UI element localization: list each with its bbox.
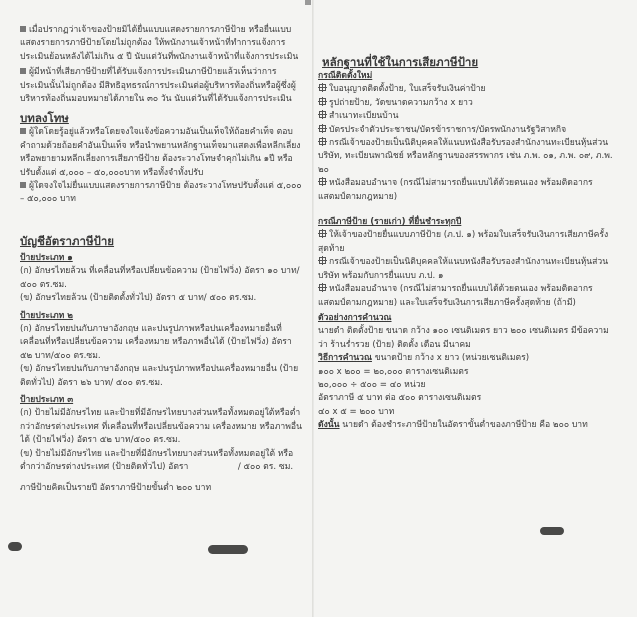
penalty-heading: บทลงโทษ [20, 111, 69, 126]
method-label: วิธีการคำนวณ [318, 353, 372, 364]
type3-b: (ข) ป้ายไม่มีอักษรไทย และป้ายที่มีอักษรไทยบางส่วนหรือทั้งหมดอยู่ใต้ หรือต่ำกว่าอักษรต่างประเทศ (ป้ายติดทั่วไป) อัตรา / ๕๐๐ ตร. ซม. [20, 448, 294, 472]
method-text: ขนาดป้าย กว้าง x ยาว (หน่วยเซนติเมตร) [374, 353, 530, 364]
type3-a: (ก) ป้ายไม่มีอักษรไทย และป้ายที่มีอักษรไทยบางส่วนหรือทั้งหมดอยู่ใต้หรือต่ำกว่าอักษรต่างประเทศ ที่เคลื่อนที่หรือเปลี่ยนข้อความ เครื่องหมาย หรือภาพอื่นได้ (ป้ายไฟวิ่ง) อัตรา ๕๒ บาท/๕๐๐ ตร.ซม. [20, 408, 302, 446]
type2-heading: ป้ายประเภท ๒ [20, 310, 73, 321]
fold-mark [305, 0, 311, 5]
new-doc-1: ใบอนุญาตติดตั้งป้าย, ใบเสร็จรับเงินค่าป้าย [318, 83, 618, 96]
type2-a: (ก) อักษรไทยปนกับภาษาอังกฤษ และปนรูปภาพหรือปนเครื่องหมายอื่นที่เคลื่อนที่หรือเปลี่ยนข้อความ เครื่องหมาย หรือภาพอื่นได้ (ป้ายไฟวิ่ง) อัตรา ๕๒ บาท/๕๐๐ ตร.ซม. [20, 323, 292, 361]
ink-blot [208, 545, 248, 554]
right-column [318, 0, 618, 617]
type1-heading: ป้ายประเภท ๑ [20, 252, 73, 263]
square-bullet-icon [20, 68, 26, 74]
result-label: ดังนั้น [318, 420, 340, 431]
left-column [20, 0, 302, 617]
checkbox-cross-icon [318, 177, 327, 186]
checkbox-cross-icon [318, 97, 327, 106]
new-doc-6: หนังสือมอบอำนาจ (กรณีไม่สามารถยื่นแบบได้ด้วยตนเอง พร้อมติดอากรแสตมป์ตามกฎหมาย) [318, 178, 593, 202]
rates-heading: บัญชีอัตราภาษีป้าย [20, 233, 115, 248]
example-heading: ตัวอย่างการคำนวณ [318, 312, 392, 323]
result-text: นายดำ ต้องชำระภาษีป้ายในอัตราขั้นต่ำของภาษีป้าย คือ ๒๐๐ บาท [342, 420, 588, 431]
penalty-paragraph-1: ผู้ใดโดยรู้อยู่แล้วหรือโดยจงใจแจ้งข้อความอันเป็นเท็จให้ถ้อยคำเท็จ ตอบคำถามด้วยถ้อยคำอันเป็นเท็จ หรือนำพยานหลักฐานเท็จมาแสดงเพื่อหลีกเลี่ยงหรือพยายามหลีกเลี่ยงการเสียภาษีป้าย ต้องระวางโทษจำคุกไม่เกิน ๑ปี หรือปรับตั้งแต่ ๕,๐๐๐ – ๕๐,๐๐๐บาท หรือทั้งจำทั้งปรับ [20, 127, 301, 178]
new-doc-3: สำเนาทะเบียนบ้าน [318, 110, 618, 123]
new-case-heading: กรณีติดตั้งใหม่ [318, 71, 373, 81]
penalty-paragraph-2: ผู้ใดจงใจไม่ยื่นแบบแสดงรายการภาษีป้าย ต้องระวางโทษปรับตั้งแต่ ๕,๐๐๐ – ๕๐,๐๐๐ บาท [20, 181, 302, 205]
calc-line-2: ๒๐,๐๐๐ ÷ ๕๐๐ = ๔๐ หน่วย [318, 379, 426, 390]
calc-line-1: ๑๐๐ x ๒๐๐ = ๒๐,๐๐๐ ตารางเซนติเมตร [318, 366, 469, 377]
square-bullet-icon [20, 26, 26, 32]
renew-doc-1: ให้เจ้าของป้ายยื่นแบบภาษีป้าย (ภ.ป. ๑) พร้อมใบเสร็จรับเงินการเสียภาษีครั้งสุดท้าย [318, 230, 609, 254]
renew-doc-3: หนังสือมอบอำนาจ (กรณีไม่สามารถยื่นแบบได้ด้วยตนเอง พร้อมติดอากรแสตมป์ตามกฎหมาย) และใบเสร็จรับเงินการเสียภาษีครั้งสุดท้าย (ถ้ามี) [318, 284, 593, 308]
ink-blot [8, 542, 22, 551]
checkbox-cross-icon [318, 83, 327, 92]
page-fold [312, 0, 314, 617]
type1-b: (ข) อักษรไทยล้วน (ป้ายติดตั้งทั่วไป) อัตรา ๕ บาท/ ๕๐๐ ตร.ซม. [20, 293, 257, 304]
type3-heading: ป้ายประเภท ๓ [20, 394, 74, 405]
calc-line-4: ๔๐ x ๕ = ๒๐๐ บาท [318, 406, 395, 417]
method-line [318, 352, 618, 365]
calc-line-3: อัตราภาษี ๕ บาท ต่อ ๕๐๐ ตารางเซนติเมตร [318, 393, 482, 404]
checkbox-cross-icon [318, 110, 327, 119]
checkbox-cross-icon [318, 283, 327, 292]
checkbox-cross-icon [318, 124, 327, 133]
example-text: นายดำ ติดตั้งป้าย ขนาด กว้าง ๑๐๐ เซนติเมตร ยาว ๒๐๐ เซนติเมตร มีข้อความว่า ร้านร่ำรวย (ป้าย) ติดตั้ง เดือน มีนาคม [318, 326, 609, 350]
minimum-rate: ภาษีป้ายคิดเป็นรายปี อัตราภาษีป้ายขั้นต่ำ ๒๐๐ บาท [20, 483, 212, 494]
result-line [318, 419, 618, 432]
intro-paragraph-1: เมื่อปรากฏว่าเจ้าของป้ายมิได้ยื่นแบบแสดงรายการภาษีป้าย หรือยื่นแบบแสดงรายการภาษีป้ายโดยไม่ถูกต้อง ให้พนักงานเจ้าหน้าที่ทำการแจ้งการประเมินย้อนหลังได้ไม่เกิน ๕ ปี นับแต่วันที่พนักงานเจ้าหน้าที่แจ้งการประเมิน [20, 25, 299, 62]
type1-a: (ก) อักษรไทยล้วน ที่เคลื่อนที่หรือเปลี่ยนข้อความ (ป้ายไฟวิ่ง) อัตรา ๑๐ บาท/๕๐๐ ตร.ซม. [20, 266, 300, 290]
renew-case-heading: กรณีภาษีป้าย (รายเก่า) ที่ยื่นชำระทุกปี [318, 217, 462, 228]
checkbox-cross-icon [318, 256, 327, 265]
square-bullet-icon [20, 128, 26, 134]
checkbox-cross-icon [318, 137, 327, 146]
checkbox-cross-icon [318, 229, 327, 238]
new-doc-2: รูปถ่ายป้าย, วัดขนาดความกว้าง x ยาว [318, 97, 618, 110]
type2-b: (ข) อักษรไทยปนกับภาษาอังกฤษ และปนรูปภาพหรือปนเครื่องหมายอื่น (ป้ายติดทั่วไป) อัตรา ๒๖ บาท/ ๕๐๐ ตร.ซม. [20, 364, 299, 388]
square-bullet-icon [20, 182, 26, 188]
intro-paragraph-2: ผู้มีหน้าที่เสียภาษีป้ายที่ได้รับแจ้งการประเมินภาษีป้ายแล้วเห็นว่าการประเมินนั้นไม่ถูกต้อง มีสิทธิอุทธรณ์การประเมินต่อผู้บริหารท้องถิ่นหรือผู้ซึ่งผู้บริหารท้องถิ่นมอบหมายได้ภายใน ๓๐ วัน นับแต่วันที่ได้รับแจ้งการประเมิน [20, 67, 296, 105]
renew-doc-2: กรณีเจ้าของป้ายเป็นนิติบุคคลให้แนบหนังสือรับรองสำนักงานทะเบียนหุ้นส่วนบริษัท พร้อมกับการยื่นแบบ ภ.ป. ๑ [318, 257, 609, 281]
docs-heading: หลักฐานที่ใช้ในการเสียภาษีป้าย [322, 55, 479, 69]
new-doc-4: บัตรประจำตัวประชาชน/บัตรข้าราชการ/บัตรพนักงานรัฐวิสาหกิจ [318, 124, 618, 137]
new-doc-5: กรณีเจ้าของป้ายเป็นนิติบุคคลให้แนบหนังสือรับรองสำนักงานทะเบียนหุ้นส่วนบริษัท, ทะเบียนพาณิชย์ หรือหลักฐานของสรรพากร เช่น ภ.พ. ๐๑, ภ.พ. ๐๙, ภ.พ. ๒๐ [318, 138, 613, 175]
